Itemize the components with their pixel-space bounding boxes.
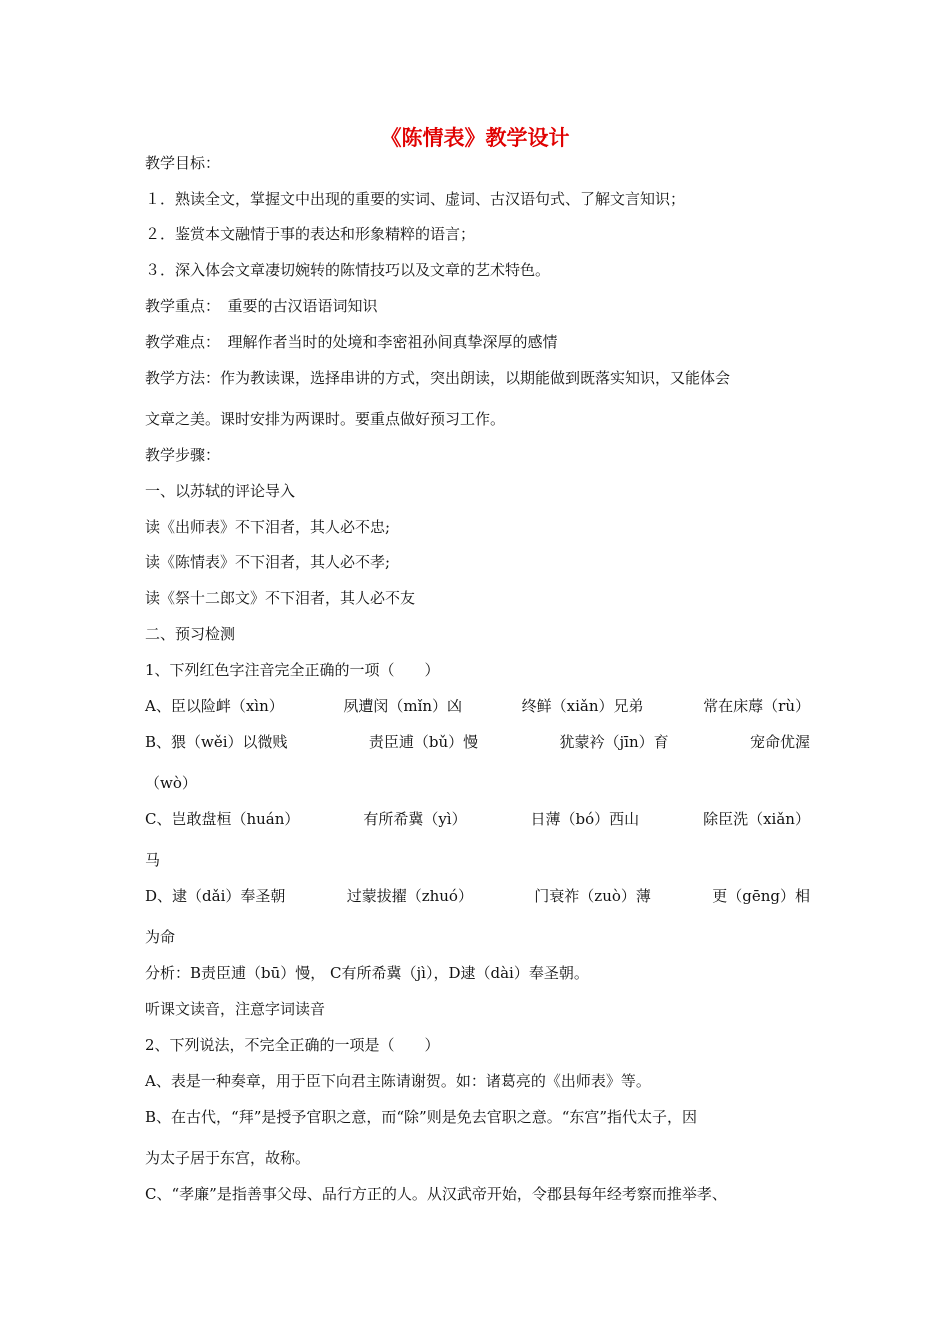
steps-label: 教学步骤：	[145, 446, 221, 464]
q2-option-c: C、“孝廉”是指善事父母、品行方正的人。从汉武帝开始，令郡县每年经考察而推举孝、	[145, 1185, 727, 1203]
analysis: 分析：B责臣逋（bū）慢， C有所希冀（jì），D逮（dài）奉圣朝。	[145, 964, 589, 982]
option-part: C、岂敢盘桓（huán）	[145, 810, 300, 828]
q2-option-b: 为太子居于东宫，故称。	[145, 1149, 311, 1167]
option-part: 常在床蓐（rù）	[703, 697, 810, 715]
question: 1、下列红色字注音完全正确的一项（ ）	[145, 661, 440, 679]
option-continuation: 为命	[145, 928, 176, 946]
option-part: 有所希冀（yì）	[363, 810, 467, 828]
option-part: 犹蒙衿（jīn）育	[559, 733, 669, 751]
option-part: 更（gēng）相	[712, 887, 810, 905]
step-heading: 二、预习检测	[145, 625, 236, 643]
step-heading: 一、以苏轼的评论导入	[145, 482, 296, 500]
key-points: 教学重点： 重要的古汉语语词知识	[145, 297, 378, 315]
quote-line: 读《出师表》不下泪者，其人必不忠;	[145, 518, 391, 536]
option-part: 责臣逋（bǔ）慢	[368, 733, 479, 751]
method-line: 教学方法：作为教读课，选择串讲的方式，突出朗读，以期能做到既落实知识，又能体会	[145, 369, 731, 387]
option-part: B、猥（wěi）以微贱	[145, 733, 288, 751]
document-title: 《陈情表》教学设计	[380, 125, 570, 150]
option-part: 夙遭闵（mǐn）凶	[343, 697, 463, 715]
goal-item: １．熟读全文，掌握文中出现的重要的实词、虚词、古汉语句式、了解文言知识；	[145, 190, 686, 208]
method-line: 文章之美。课时安排为两课时。要重点做好预习工作。	[145, 410, 506, 428]
option-part: 除臣洗（xiǎn）	[703, 810, 810, 828]
option-part: 终鲜（xiǎn）兄弟	[521, 697, 644, 715]
option-continuation: 马	[145, 851, 161, 869]
option-b	[145, 731, 810, 753]
option-part: D、逮（dǎi）奉圣朝	[145, 887, 286, 905]
quote-line: 读《陈情表》不下泪者，其人必不孝;	[145, 553, 391, 571]
question: 2、下列说法，不完全正确的一项是（ ）	[145, 1036, 440, 1054]
listen-note: 听课文读音，注意字词读音	[145, 1000, 326, 1018]
option-continuation: （wò）	[145, 774, 197, 792]
option-c	[145, 808, 810, 830]
q2-option-b: B、在古代，“拜”是授予官职之意，而“除”则是免去官职之意。“东宫”指代太子，因	[145, 1108, 698, 1126]
option-part: 过蒙拔擢（zhuó）	[346, 887, 473, 905]
goals-label: 教学目标：	[145, 154, 221, 172]
difficult-points: 教学难点： 理解作者当时的处境和李密祖孙间真挚深厚的感情	[145, 333, 558, 351]
goal-item: ３．深入体会文章凄切婉转的陈情技巧以及文章的艺术特色。	[145, 261, 551, 279]
quote-line: 读《祭十二郎文》不下泪者，其人必不友	[145, 589, 416, 607]
option-d	[145, 885, 810, 907]
option-part: 门衰祚（zuò）薄	[534, 887, 651, 905]
goal-item: ２．鉴赏本文融情于事的表达和形象精粹的语言；	[145, 225, 476, 243]
q2-option-a: A、表是一种奏章，用于臣下向君主陈请谢贺。如：诸葛亮的《出师表》等。	[145, 1072, 651, 1090]
option-a	[145, 695, 810, 717]
option-part: 日薄（bó）西山	[530, 810, 640, 828]
option-part: A、臣以险衅（xìn）	[145, 697, 284, 715]
option-part: 宠命优渥	[749, 733, 810, 751]
